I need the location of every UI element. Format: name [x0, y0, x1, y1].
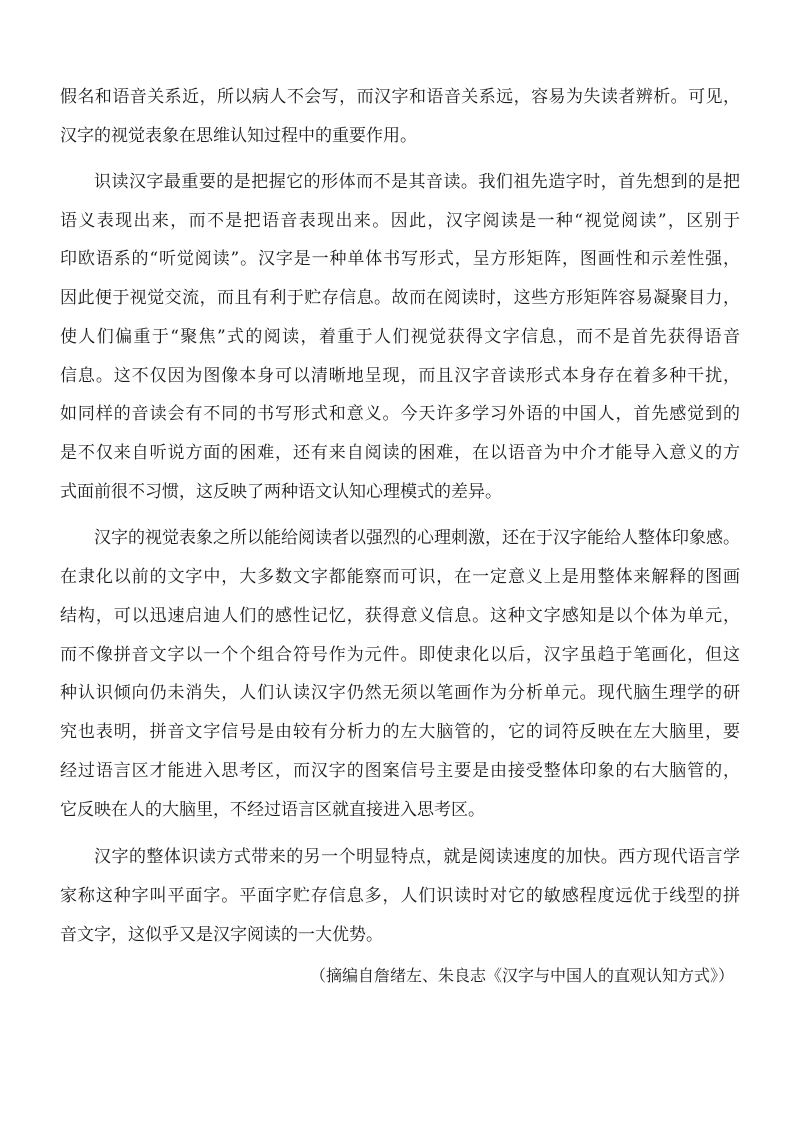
paragraph-3-line-3: 结构，可以迅速启迪人们的感性记忆，获得意义信息。这种文字感知是以个体为单元， [60, 606, 740, 626]
source-citation: （摘编自詹绪左、朱良志《汉字与中国人的直观认知方式》） [309, 966, 734, 985]
paragraph-1-line-2: 汉字的视觉表象在思维认知过程中的重要作用。 [60, 126, 417, 146]
paragraph-2-line-1: 识读汉字最重要的是把握它的形体而不是其音读。我们祖先造字时，首先想到的是把 [94, 172, 740, 192]
paragraph-2-line-7: 如同样的音读会有不同的书写形式和意义。今天许多学习外语的中国人，首先感觉到的 [60, 404, 740, 424]
paragraph-3-line-1: 汉字的视觉表象之所以能给阅读者以强烈的心理刺激，还在于汉字能给人整体印象感。 [94, 528, 740, 548]
paragraph-2-line-3: 印欧语系的“听觉阅读”。汉字是一种单体书写形式，呈方形矩阵，图画性和示差性强， [60, 249, 740, 269]
paragraph-4-line-3: 音文字，这似乎又是汉字阅读的一大优势。 [60, 925, 383, 945]
paragraph-2-line-2: 语义表现出来，而不是把语音表现出来。因此，汉字阅读是一种“视觉阅读”，区别于 [60, 211, 740, 231]
paragraph-3-line-2: 在隶化以前的文字中，大多数文字都能察而可识，在一定意义上是用整体来解释的图画 [60, 567, 740, 587]
paragraph-2-line-4: 因此便于视觉交流，而且有利于贮存信息。故而在阅读时，这些方形矩阵容易凝聚目力， [60, 288, 740, 308]
paragraph-2-line-5: 使人们偏重于“聚焦”式的阅读，着重于人们视觉获得文字信息，而不是首先获得语音 [60, 327, 740, 347]
paragraph-4-line-1: 汉字的整体识读方式带来的另一个明显特点，就是阅读速度的加快。西方现代语言学 [94, 847, 740, 867]
paragraph-3-line-4: 而不像拼音文字以一个个组合符号作为元件。即使隶化以后，汉字虽趋于笔画化，但这 [60, 645, 740, 665]
paragraph-2-line-8: 是不仅来自听说方面的困难，还有来自阅读的困难，在以语音为中介才能导入意义的方 [60, 443, 740, 463]
paragraph-3-line-8: 它反映在人的大脑里，不经过语言区就直接进入思考区。 [60, 800, 485, 820]
paragraph-2-line-9: 式面前很不习惯，这反映了两种语文认知心理模式的差异。 [60, 482, 502, 502]
paragraph-1-line-1: 假名和语音关系近，所以病人不会写，而汉字和语音关系远，容易为失读者辨析。可见， [60, 87, 740, 107]
paragraph-2-line-6: 信息。这不仅因为图像本身可以清晰地呈现，而且汉字音读形式本身存在着多种干扰， [60, 366, 740, 386]
paragraph-3-line-7: 经过语言区才能进入思考区，而汉字的图案信号主要是由接受整体印象的右大脑管的， [60, 761, 740, 781]
paragraph-3-line-5: 种认识倾向仍未消失，人们认读汉字仍然无须以笔画作为分析单元。现代脑生理学的研 [60, 683, 740, 703]
paragraph-4-line-2: 家称这种字叫平面字。平面字贮存信息多，人们识读时对它的敏感程度远优于线型的拼 [60, 886, 740, 906]
paragraph-3-line-6: 究也表明，拼音文字信号是由较有分析力的左大脑管的，它的词符反映在左大脑里，要 [60, 722, 740, 742]
